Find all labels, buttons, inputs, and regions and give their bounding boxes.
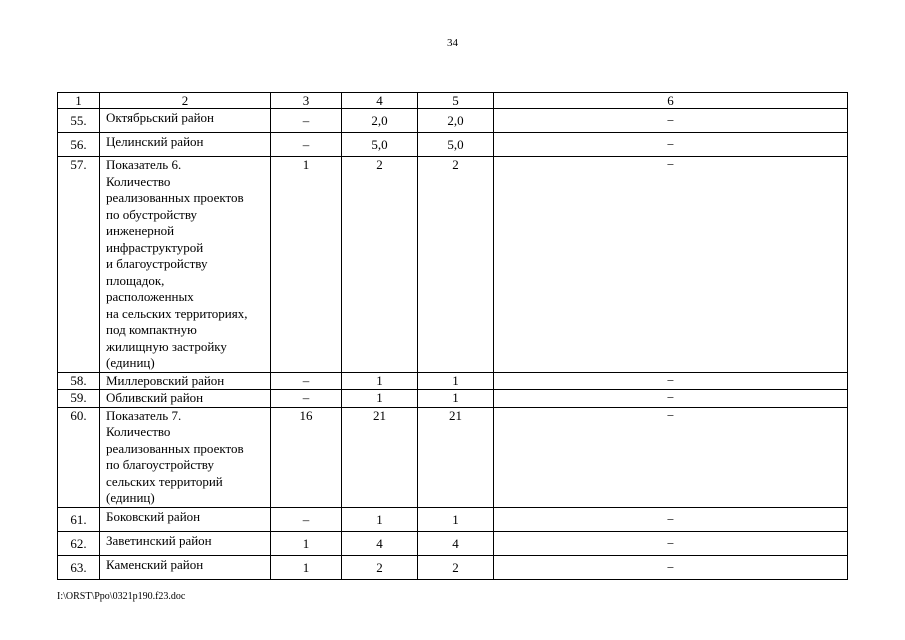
table-row xyxy=(58,109,848,133)
cell-col4: 1 xyxy=(342,372,418,390)
table-row xyxy=(58,555,848,579)
cell-col5: 4 xyxy=(418,531,494,555)
table-row xyxy=(58,531,848,555)
cell-col5: 1 xyxy=(418,507,494,531)
cell-col4: 2 xyxy=(342,157,418,373)
table-row xyxy=(58,390,848,408)
row-name-line: под компактную xyxy=(106,322,197,337)
cell-col3: – xyxy=(271,109,342,133)
row-name-line: и благоустройству xyxy=(106,256,208,271)
table-row xyxy=(58,372,848,390)
row-number: 55. xyxy=(58,109,100,133)
cell-col6: − xyxy=(494,157,848,373)
row-number: 63. xyxy=(58,555,100,579)
cell-col3: – xyxy=(271,507,342,531)
row-name-line: жилищную застройку xyxy=(106,338,227,354)
row-number: 61. xyxy=(58,507,100,531)
header-cell: 6 xyxy=(494,93,848,109)
row-number: 59. xyxy=(58,390,100,408)
row-name-line: инженерной xyxy=(106,223,175,238)
row-number: 62. xyxy=(58,531,100,555)
cell-col3: – xyxy=(271,372,342,390)
cell-col3: 16 xyxy=(271,407,342,507)
cell-col4: 2 xyxy=(342,555,418,579)
cell-col5: 1 xyxy=(418,372,494,390)
table-row xyxy=(58,407,848,507)
cell-col4: 2,0 xyxy=(342,109,418,133)
cell-col5: 2,0 xyxy=(418,109,494,133)
cell-col3: 1 xyxy=(271,157,342,373)
cell-col5: 5,0 xyxy=(418,133,494,157)
cell-col5: 1 xyxy=(418,390,494,408)
cell-col6: − xyxy=(494,407,848,507)
row-name: Боковский район xyxy=(100,507,271,531)
cell-col6: − xyxy=(494,390,848,408)
row-name-line: по благоустройству xyxy=(106,457,214,472)
row-name xyxy=(100,407,271,507)
row-name-line: Показатель 7. xyxy=(106,407,182,423)
cell-col3: – xyxy=(271,390,342,408)
row-name: Обливский район xyxy=(100,390,271,408)
cell-col4: 1 xyxy=(342,507,418,531)
cell-col6: − xyxy=(494,507,848,531)
row-name xyxy=(100,157,271,373)
table-row xyxy=(58,507,848,531)
cell-col5: 21 xyxy=(418,407,494,507)
cell-col3: 1 xyxy=(271,531,342,555)
header-cell: 3 xyxy=(271,93,342,109)
document-footer-path: I:\ORST\Ppo\0321p190.f23.doc xyxy=(57,591,186,602)
cell-col4: 21 xyxy=(342,407,418,507)
row-number: 56. xyxy=(58,133,100,157)
header-cell: 5 xyxy=(418,93,494,109)
cell-col3: – xyxy=(271,133,342,157)
header-cell: 2 xyxy=(100,93,271,109)
row-name: Каменский район xyxy=(100,555,271,579)
cell-col6: − xyxy=(494,531,848,555)
page-number: 34 xyxy=(447,37,458,49)
table-header-row xyxy=(58,93,848,109)
row-name-line: расположенных xyxy=(106,289,194,304)
row-name: Октябрьский район xyxy=(100,109,271,133)
cell-col3: 1 xyxy=(271,555,342,579)
data-table xyxy=(57,92,848,580)
table-row xyxy=(58,157,848,373)
row-name-line: Показатель 6. xyxy=(106,157,182,172)
row-name-line: инфраструктурой xyxy=(106,239,204,255)
row-number: 58. xyxy=(58,372,100,390)
cell-col6: − xyxy=(494,555,848,579)
row-name: Целинский район xyxy=(100,133,271,157)
header-cell: 1 xyxy=(58,93,100,109)
row-name-line: (единиц) xyxy=(106,490,155,505)
row-name-line: площадок, xyxy=(106,272,165,288)
cell-col4: 4 xyxy=(342,531,418,555)
row-name-line: сельских территорий xyxy=(106,473,223,489)
cell-col6: − xyxy=(494,133,848,157)
row-name: Миллеровский район xyxy=(100,372,271,390)
cell-col4: 1 xyxy=(342,390,418,408)
cell-col5: 2 xyxy=(418,555,494,579)
cell-col6: − xyxy=(494,109,848,133)
row-name-line: на сельских территориях, xyxy=(106,305,248,321)
row-name-line: по обустройству xyxy=(106,206,198,222)
row-name-line: Количество xyxy=(106,173,171,189)
row-name-line: Количество xyxy=(106,424,171,439)
row-name-line: реализованных проектов xyxy=(106,190,244,205)
row-number: 60. xyxy=(58,407,100,507)
cell-col4: 5,0 xyxy=(342,133,418,157)
row-name: Заветинский район xyxy=(100,531,271,555)
cell-col5: 2 xyxy=(418,157,494,373)
row-number: 57. xyxy=(58,157,100,373)
header-cell: 4 xyxy=(342,93,418,109)
cell-col6: − xyxy=(494,372,848,390)
table-row xyxy=(58,133,848,157)
row-name-line: (единиц) xyxy=(106,355,155,370)
row-name-line: реализованных проектов xyxy=(106,440,244,456)
